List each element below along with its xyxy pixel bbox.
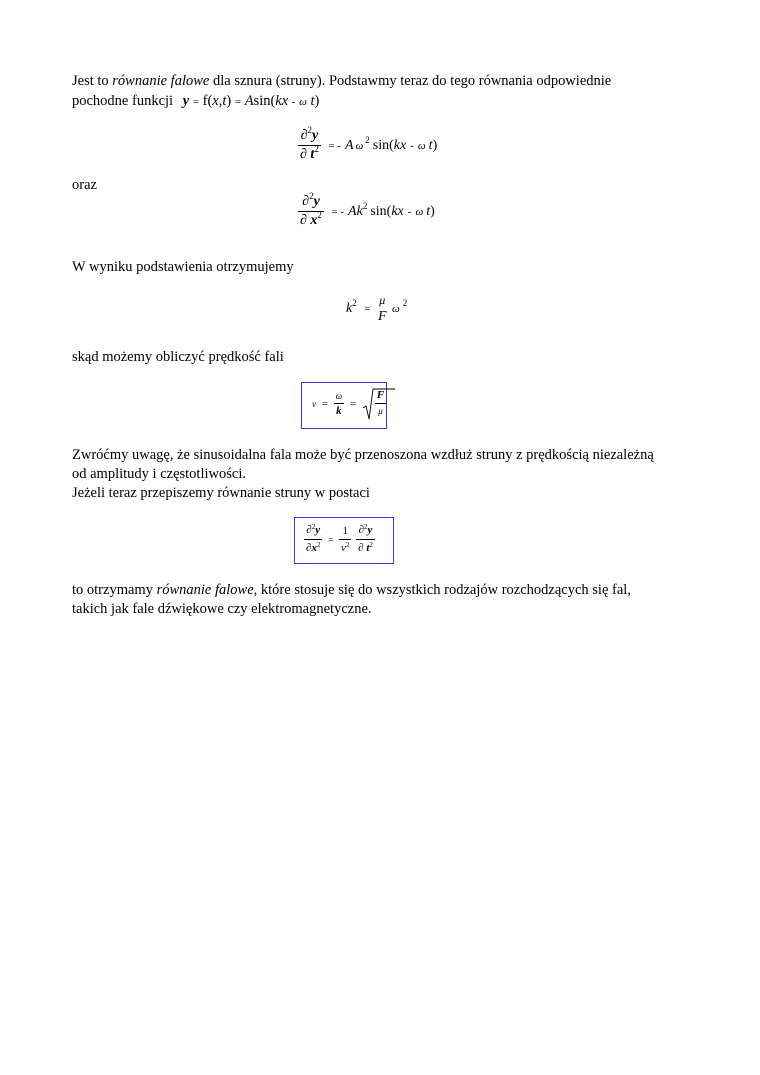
fraction: $\frac{\partial^2y}{\partial x^2}$	[306, 523, 321, 554]
paragraph-velocity-intro: skąd możemy obliczyć prędkość fali	[72, 349, 284, 365]
text: pochodne funkcji	[72, 93, 174, 109]
fraction: $\frac{\omega}{k}$	[335, 391, 343, 417]
emphasis: równanie falowe	[112, 73, 210, 89]
equation-velocity: v = $\frac{\omega}{k}$ = $\frac{F}{\mu}$	[312, 388, 395, 420]
paragraph-conclusion-line1: to otrzymamy równanie falowe, które stosuje się do wszystkich rodzajów rozchodzących się fal,	[72, 582, 631, 598]
text-oraz: oraz	[72, 177, 97, 193]
text: Jest to	[72, 73, 113, 89]
paragraph-remark-line3: Jeżeli teraz przepiszemy równanie struny w postaci	[72, 485, 370, 501]
paragraph-intro-line2	[72, 92, 319, 112]
equation-second-derivative-time: $\frac{\partial^2y}{\partial t^2}$ = - A ω 2 sin(kx - ω t)	[300, 125, 438, 162]
text: dla sznura (struny). Podstawmy teraz do tego równania odpowiednie	[209, 73, 612, 89]
equation-wavenumber: k2 = μ F ω 2	[346, 293, 408, 324]
paragraph-conclusion-line2: takich jak fale dźwiękowe czy elektromagnetyczne.	[72, 601, 372, 617]
fraction: $\frac{\partial^2y}{\partial t^2}$	[300, 125, 319, 162]
paragraph-intro	[72, 72, 611, 91]
paragraph-substitution: W wyniku podstawienia otrzymujemy	[72, 259, 294, 275]
paragraph-remark-line1: Zwróćmy uwagę, że sinusoidalna fala może być przenoszona wzdłuż struny z prędkością niezależną	[72, 447, 654, 463]
emphasis: równanie falowe	[156, 582, 254, 598]
fraction: μ F	[377, 293, 387, 324]
equation-second-derivative-space: $\frac{\partial^2y}{\partial x^2}$ = - Ak2 sin(kx - ω t)	[300, 191, 435, 228]
fraction: $\frac{\partial^2y}{\partial x^2}$	[300, 191, 322, 228]
paragraph-remark-line2: od amplitudy i częstotliwości.	[72, 466, 246, 482]
fraction: $\frac{1}{v^2}$	[341, 524, 350, 554]
equation-wave: $\frac{\partial^2y}{\partial x^2}$ = $\frac{1}{v^2}$ $\frac{\partial^2y}{\partial t^2}$	[306, 523, 373, 554]
fraction: $\frac{\partial^2y}{\partial t^2}$	[358, 523, 373, 554]
function-definition: y = f(x,t) = Asin(kx - ω t)	[182, 93, 320, 109]
fraction: $\frac{F}{\mu}$	[376, 389, 385, 416]
square-root	[362, 388, 395, 420]
